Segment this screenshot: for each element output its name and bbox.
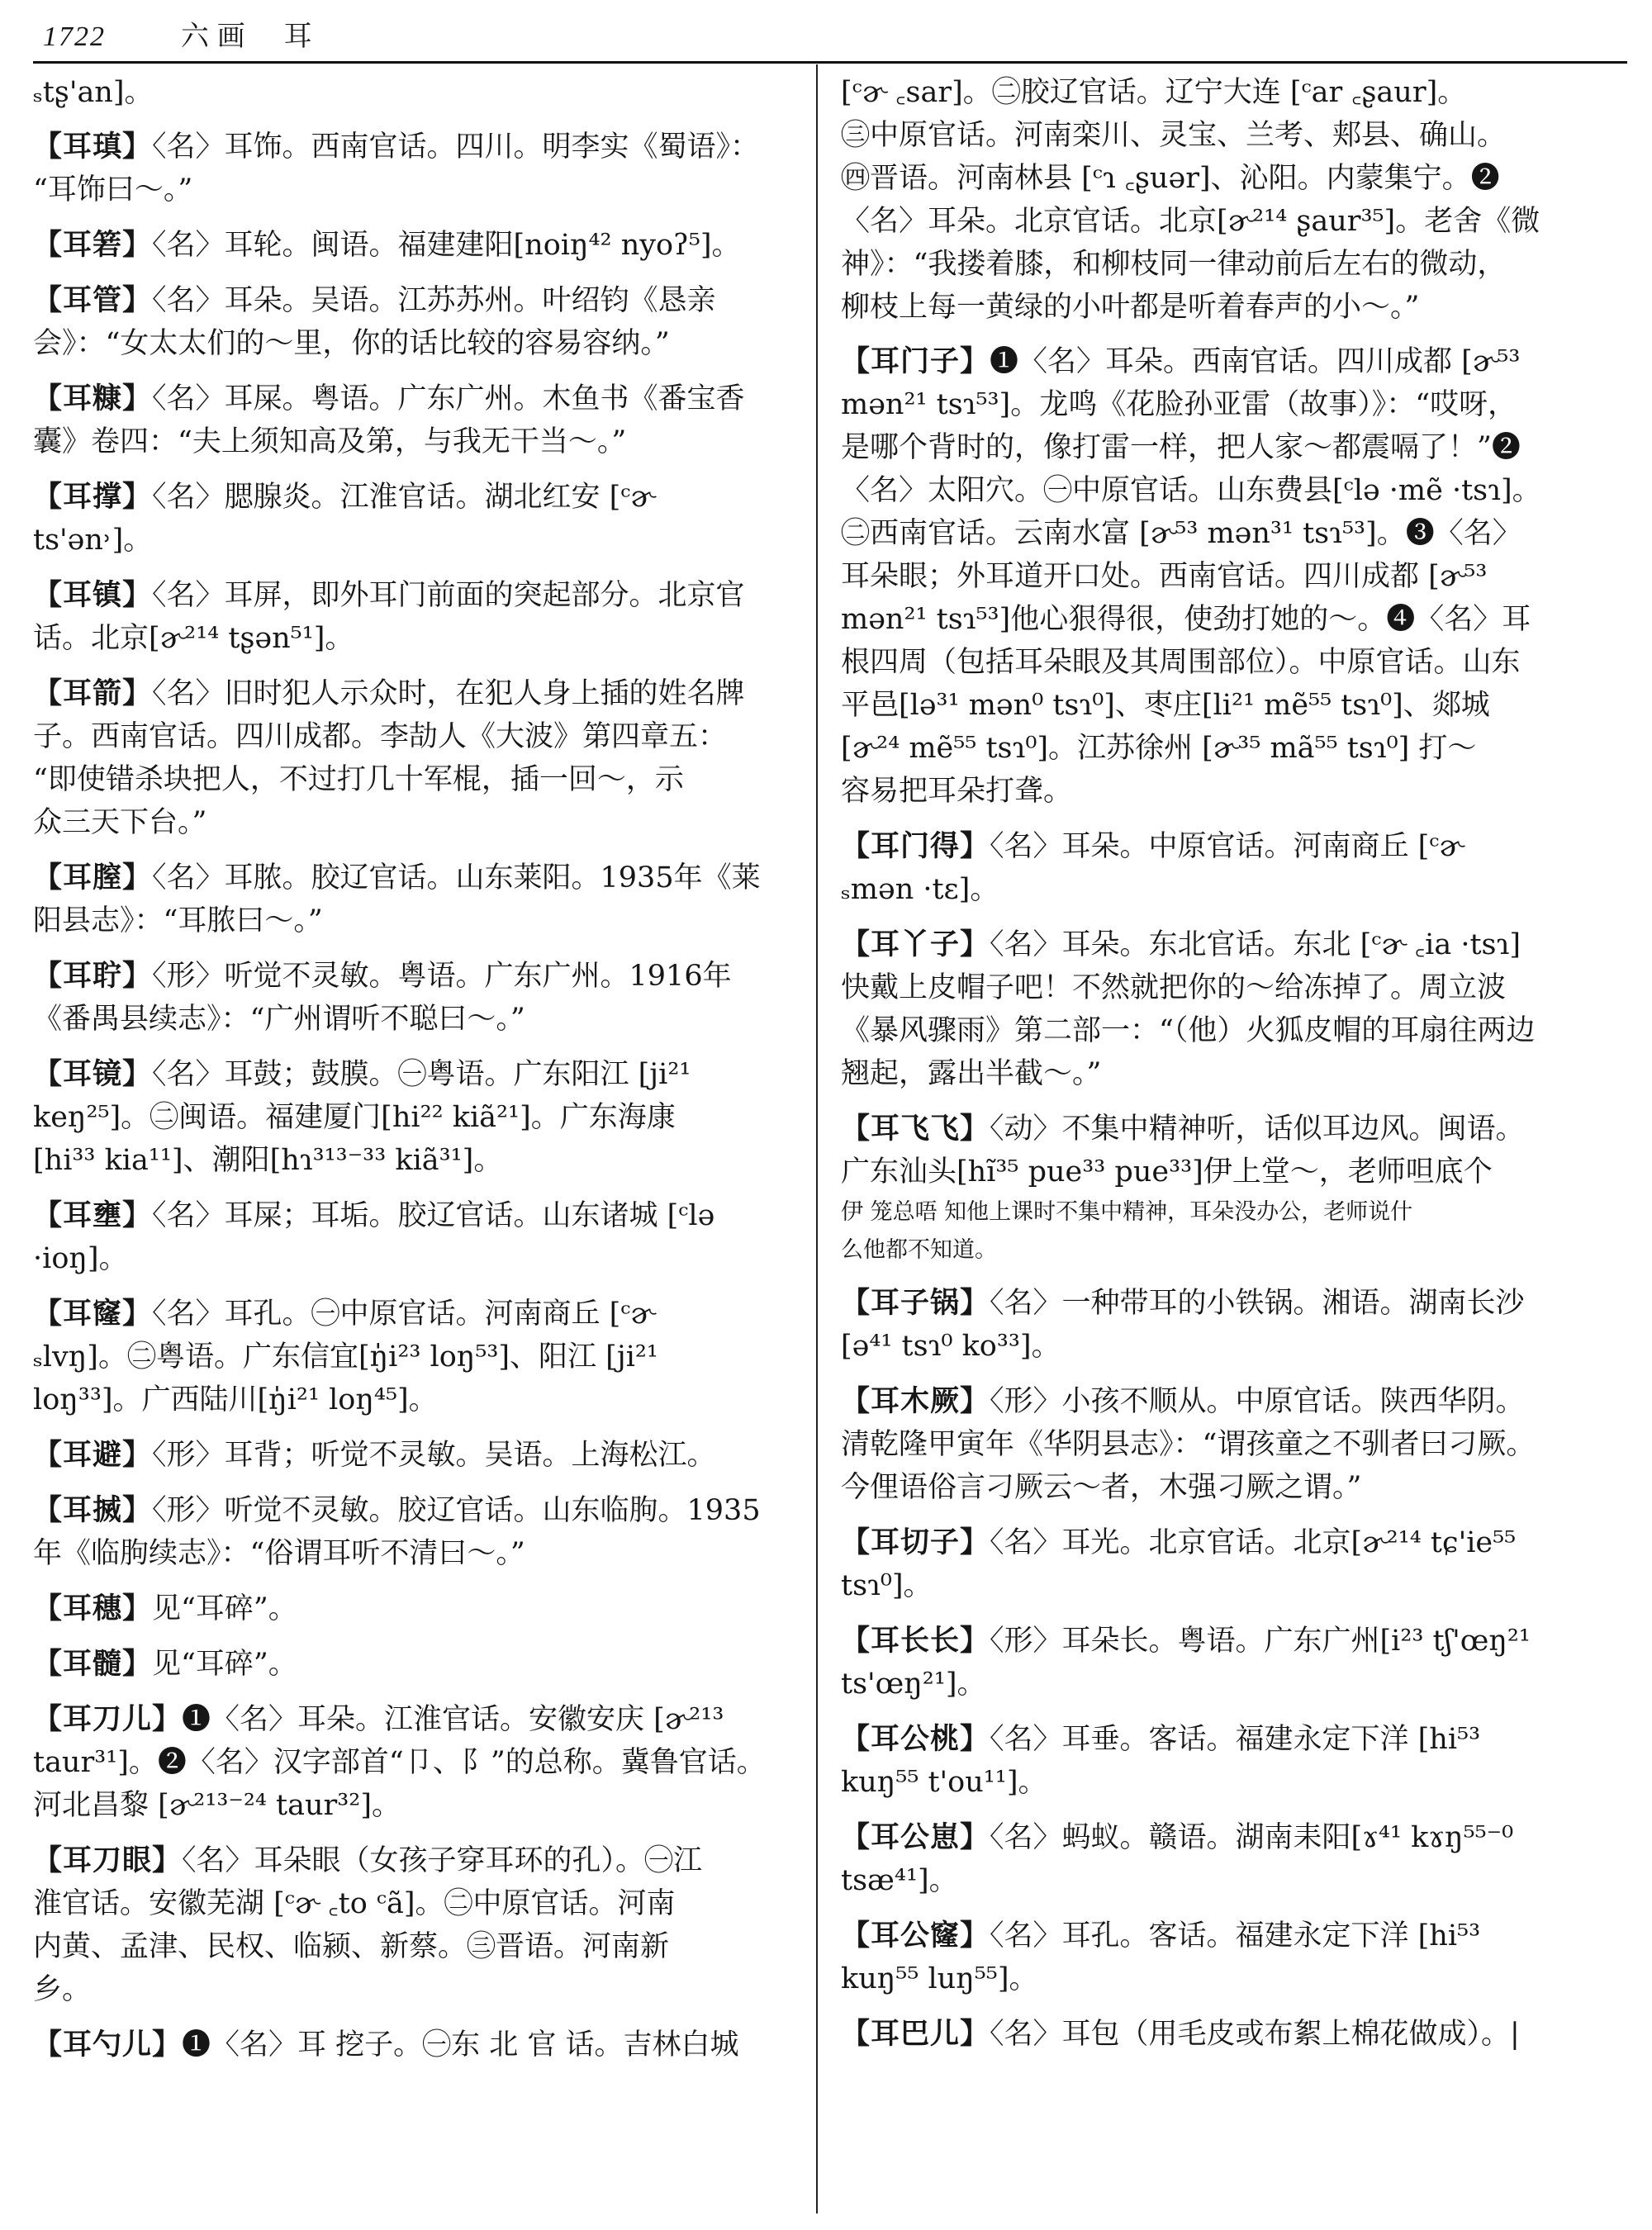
entry-text-line: 〈名〉耳屏，即外耳门前面的突起部分。北京官	[152, 579, 745, 612]
entry-headword: 【耳聍】	[33, 959, 153, 993]
entry-text-line: [ə⁴¹ tsɿ⁰ ko³³]。	[841, 1330, 1061, 1363]
entry-text-line: 容易把耳朵打聋。	[841, 775, 1073, 808]
entry-headword: 【耳切子】	[841, 1525, 990, 1559]
entry-text-line: 今俚语俗言刁厥云～者，木强刁厥之谓。”	[841, 1471, 1362, 1504]
entry-headword: 【耳膣】	[33, 861, 153, 894]
entry-text-line: loŋ³³]。广西陆川[ŋ̍i²¹ loŋ⁴⁵]。	[33, 1383, 438, 1416]
entry-text-line: 清乾隆甲寅年《华阴县志》：“谓孩童之不驯者曰刁厥。	[841, 1428, 1536, 1461]
entry-text-line: 会》：“女太太们的～里，你的话比较的容易容纳。”	[33, 327, 670, 360]
entry-text-line: 〈形〉听觉不灵敏。胶辽官话。山东临朐。1935	[152, 1494, 761, 1527]
dictionary-entry	[841, 1282, 1617, 1368]
entry-text-line: “耳饰曰～。”	[33, 173, 193, 206]
continuation-text: ₛtʂ'an]。	[33, 76, 154, 109]
continuation-line: ㊂中原官话。河南栾川、灵宝、兰考、郏县、确山。	[841, 119, 1507, 152]
dictionary-entry	[841, 923, 1617, 1095]
left-column	[33, 71, 785, 2079]
entry-text-line: 广东汕头[hĩ³⁵ pue³³ pue³³]伊上堂～，老师呾底个	[841, 1155, 1493, 1189]
dictionary-entry	[33, 2024, 785, 2066]
dictionary-entry	[33, 1698, 785, 1827]
entry-text-line: 众三天下台。”	[33, 806, 207, 839]
continuation-line: [ᶜɚ ꜀sar]。㊁胶辽官话。辽宁大连 [ᶜar ꜀ʂaur]。	[841, 76, 1467, 109]
entry-headword: 【耳公桃】	[841, 1722, 990, 1756]
entry-text-line: 〈名〉耳屎；耳垢。胶辽官话。山东诸城 [ᶜlə	[152, 1199, 715, 1232]
dictionary-entry	[841, 825, 1617, 911]
entry-headword: 【耳搣】	[33, 1493, 153, 1527]
dictionary-entry	[33, 224, 785, 267]
entry-text-line: 〈名〉耳朵。东北官话。东北 [ᶜɚ ꜀ia ·tsɿ]	[990, 928, 1521, 961]
entry-text-line: 〈名〉耳孔。客话。福建永定下洋 [hi⁵³	[990, 1919, 1481, 1952]
entry-headword: 【耳穗】	[33, 1592, 153, 1625]
dictionary-entry	[841, 1718, 1617, 1804]
entry-text-line: [hi³³ kia¹¹]、潮阳[hɿ³¹³⁻³³ kiã³¹]。	[33, 1144, 503, 1177]
entry-headword: 【耳镜】	[33, 1057, 153, 1091]
entry-headword: 【耳刀儿】	[33, 1702, 183, 1736]
entry-headword: 【耳门子】	[841, 344, 990, 378]
entry-text-line: 〈形〉耳朵长。粤语。广东广州[i²³ tʃ'œŋ²¹	[990, 1625, 1531, 1658]
entry-text-line: kuŋ⁵⁵ luŋ⁵⁵]。	[841, 1962, 1038, 1995]
continuation-line: 〈名〉耳朵。北京官话。北京[ɚ²¹⁴ ʂaur³⁵]。老舍《微	[841, 205, 1540, 238]
entry-text-line: tsæ⁴¹]。	[841, 1864, 958, 1897]
dictionary-entry	[33, 377, 785, 463]
entry-text-line: keŋ²⁵]。㊁闽语。福建厦门[hi²² kiã²¹]。广东海康	[33, 1101, 676, 1134]
entry-text-line: 耳朵眼；外耳道开口处。西南官话。四川成都 [ɚ⁵³	[841, 560, 1488, 593]
dictionary-entry	[33, 476, 785, 562]
entry-text-line: 〈名〉耳轮。闽语。福建建阳[noiŋ⁴² nyoʔ⁵]。	[152, 229, 741, 262]
section-label: 六画	[180, 20, 254, 53]
dictionary-entry	[841, 1108, 1617, 1269]
dictionary-entry	[33, 1489, 785, 1575]
entry-text-line: kuŋ⁵⁵ t'ou¹¹]。	[841, 1766, 1047, 1799]
entry-text-line: “即使错杀块把人，不过打几十军棍，插一回～，示	[33, 763, 684, 796]
entry-text-line: 〈动〉不集中精神听，话似耳边风。闽语。	[990, 1113, 1525, 1146]
entry-text-line: 〈名〉耳朵。中原官话。河南商丘 [ᶜɚ	[990, 830, 1464, 863]
entry-text-line: 〈名〉蚂蚁。赣语。湖南耒阳[ɤ⁴¹ kɤŋ⁵⁵⁻⁰	[990, 1821, 1514, 1854]
entry-text-line: 子。西南官话。四川成都。李劼人《大波》第四章五：	[33, 720, 728, 753]
entry-headword: 【耳门得】	[841, 829, 990, 863]
column-divider	[816, 64, 818, 2213]
entry-text-line: ts'ən˒]。	[33, 524, 153, 557]
entry-headword: 【耳管】	[33, 283, 153, 317]
dictionary-entry	[33, 1293, 785, 1421]
entry-text-line: 〈名〉耳朵眼（女孩子穿耳环的孔）。㊀江	[182, 1844, 703, 1877]
entry-text-line: 〈名〉耳屎。粤语。广东广州。木鱼书《番宝香	[152, 382, 745, 415]
entry-headword: 【耳长长】	[841, 1624, 990, 1658]
dictionary-entry	[33, 856, 785, 942]
entry-text-line: 快戴上皮帽子吧！不然就把你的～给冻掉了。周立波	[841, 971, 1507, 1004]
entry-headword: 【耳刀眼】	[33, 1843, 183, 1877]
entry-headword: 【耳箭】	[33, 676, 153, 710]
right-column	[841, 71, 1617, 2068]
dictionary-entry	[33, 1643, 785, 1686]
entry-text-line: 见“耳碎”。	[152, 1592, 297, 1625]
entry-headword: 【耳髓】	[33, 1647, 153, 1681]
entry-text-line: mən²¹ tsɿ⁵³]他心狠得很，使劲打她的～。❹〈名〉耳	[841, 603, 1531, 636]
entry-text-line: 〈名〉耳包（用毛皮或布絮上棉花做成）。|	[990, 2018, 1520, 2051]
entry-headword: 【耳公崽】	[841, 1820, 990, 1854]
entry-text-line: mən²¹ tsɿ⁵³]。龙鸣《花脸孙亚雷（故事）》：“哎呀，	[841, 388, 1517, 421]
entry-text-line: ₛlvŋ]。㊁粤语。广东信宜[ŋ̍i²³ loŋ⁵³]、阳江 [ji²¹	[33, 1340, 658, 1374]
entry-text-line: 〈名〉太阳穴。㊀中原官话。山东费县[ᶜlə ·mẽ ·tsɿ]。	[841, 474, 1541, 507]
dictionary-entry	[33, 1587, 785, 1630]
entry-text-line: 〈形〉听觉不灵敏。粤语。广东广州。1916年	[152, 960, 732, 993]
entry-text-line: ㊁西南官话。云南水富 [ɚ⁵³ mən³¹ tsɿ⁵³]。❸〈名〉	[841, 517, 1521, 550]
entry-headword: 【耳飞飞】	[841, 1112, 990, 1146]
entry-text-line: ❶〈名〉耳 挖子。㊀东 北 官 话。吉林白城	[182, 2028, 739, 2062]
dictionary-entry	[841, 1914, 1617, 2000]
entry-text-line: 〈名〉耳孔。㊀中原官话。河南商丘 [ᶜɚ	[152, 1298, 655, 1331]
header-rule	[33, 61, 1627, 64]
entry-text-line: 乡。	[33, 1973, 92, 2006]
entry-headword: 【耳撑】	[33, 480, 153, 514]
continuation-block	[841, 71, 1617, 329]
dictionary-entry	[841, 1521, 1617, 1607]
entry-text-line: 根四周（包括耳朵眼及其周围部位）。中原官话。山东	[841, 646, 1521, 679]
dictionary-entry	[33, 1434, 785, 1477]
entry-text-line: [ɚ²⁴ mẽ⁵⁵ tsɿ⁰]。江苏徐州 [ɚ³⁵ mã⁵⁵ tsɿ⁰] 打～	[841, 732, 1477, 765]
entry-text-line: 〈形〉耳背；听觉不灵敏。吴语。上海松江。	[152, 1439, 716, 1472]
entry-text-line: ts'œŋ²¹]。	[841, 1668, 986, 1701]
dictionary-entry	[33, 1194, 785, 1280]
dictionary-entry	[841, 1620, 1617, 1706]
entry-headword: 【耳木厥】	[841, 1384, 990, 1418]
entry-headword: 【耳镇】	[33, 578, 153, 612]
dictionary-entry	[33, 126, 785, 211]
page-header	[43, 13, 312, 59]
entry-text-line: 淮官话。安徽芜湖 [ᶜɚ ꜀to ᶜã]。㊁中原官话。河南	[33, 1887, 676, 1920]
entry-headword: 【耳窿】	[33, 1297, 153, 1331]
entry-text-line: 〈名〉耳饰。西南官话。四川。明李实《蜀语》：	[152, 130, 760, 164]
dictionary-entry	[33, 279, 785, 365]
dictionary-entry	[841, 1380, 1617, 1509]
entry-headword: 【耳丫子】	[841, 928, 990, 961]
entry-text-line: 〈名〉旧时犯人示众时，在犯人身上插的姓名牌	[152, 677, 745, 710]
entry-text-line: 翘起，露出半截～。”	[841, 1057, 1102, 1090]
page-number: 1722	[43, 21, 106, 52]
dictionary-entry	[841, 340, 1617, 813]
entry-text-line: taur³¹]。❷〈名〉汉字部首“卩、阝”的总称。冀鲁官话。	[33, 1746, 766, 1779]
continuation-line: ㊃晋语。河南林县 [ᶜɿ ꜀ʂuər]、沁阳。内蒙集宁。❷	[841, 162, 1500, 195]
entry-text-line: 〈名〉耳垂。客话。福建永定下洋 [hi⁵³	[990, 1723, 1481, 1756]
entry-text-line: 《番禺县续志》：“广州谓听不聪曰～。”	[33, 1003, 525, 1036]
entry-text-line: 《暴风骤雨》第二部一：“（他）火狐皮帽的耳扇往两边	[841, 1014, 1536, 1047]
entry-text-line: 话。北京[ɚ²¹⁴ tʂən⁵¹]。	[33, 622, 354, 655]
entry-headword: 【耳巴儿】	[841, 2017, 990, 2051]
entry-text-line: ❶〈名〉耳朵。西南官话。四川成都 [ɚ⁵³	[990, 345, 1521, 378]
entry-text-line: ❶〈名〉耳朵。江淮官话。安徽安庆 [ɚ²¹³	[182, 1703, 724, 1736]
radical-character: 耳	[283, 20, 312, 53]
continuation-line: 神》：“我搂着膝，和柳枝同一律动前后左右的微动，	[841, 248, 1507, 281]
entry-text-line: ·ioŋ]。	[33, 1242, 128, 1275]
entry-text-line: 〈名〉耳朵。吴语。江苏苏州。叶绍钧《恳亲	[152, 284, 716, 317]
dictionary-entry	[33, 1053, 785, 1182]
entry-headword: 【耳公窿】	[841, 1919, 990, 1952]
entry-text-line: 〈形〉小孩不顺从。中原官话。陕西华阴。	[990, 1385, 1525, 1418]
entry-text-line: 囊》卷四：“夫上须知高及第，与我无干当～。”	[33, 425, 627, 458]
entry-text-line: 见“耳碎”。	[152, 1648, 297, 1681]
entry-headword: 【耳勺儿】	[33, 2028, 183, 2062]
entry-text-line: tsɿ⁰]。	[841, 1569, 933, 1602]
entry-text-line: 〈名〉耳鼓；鼓膜。㊀粤语。广东阳江 [ji²¹	[152, 1058, 691, 1091]
dictionary-entry	[33, 672, 785, 844]
entry-gloss-line: 伊 笼总唔 知他上课时不集中精神，耳朵没办公，老师说什	[841, 1199, 1413, 1225]
entry-text-line: 内黄、孟津、民权、临颍、新蔡。㊂晋语。河南新	[33, 1930, 670, 1963]
entry-text-line: 阳县志》：“耳脓曰～。”	[33, 904, 323, 937]
dictionary-entry	[841, 1816, 1617, 1902]
dictionary-entry	[33, 955, 785, 1041]
dictionary-entry	[33, 574, 785, 660]
entry-gloss-line: 么他都不知道。	[841, 1237, 997, 1263]
entry-text-line: 河北昌黎 [ɚ²¹³⁻²⁴ taur³²]。	[33, 1789, 401, 1822]
dictionary-entry	[33, 1839, 785, 2011]
entry-headword: 【耳子锅】	[841, 1286, 990, 1320]
entry-text-line: 〈名〉耳脓。胶辽官话。山东莱阳。1935年《莱	[152, 861, 761, 894]
entry-headword: 【耳避】	[33, 1438, 153, 1472]
entry-headword: 【耳瑱】	[33, 130, 153, 164]
entry-text-line: 〈名〉一种带耳的小铁锅。湘语。湖南长沙	[990, 1287, 1525, 1320]
entry-text-line: 是哪个背时的，像打雷一样，把人家～都震嗝了！”❷	[841, 431, 1521, 464]
continuation-line: 柳枝上每一黄绿的小叶都是听着春声的小～。”	[841, 291, 1420, 324]
entry-text-line: 年《临朐续志》：“俗谓耳听不清曰～。”	[33, 1537, 525, 1570]
entry-headword: 【耳壅】	[33, 1198, 153, 1232]
entry-text-line: 平邑[lə³¹ mən⁰ tsɿ⁰]、枣庄[li²¹ mẽ⁵⁵ tsɿ⁰]、郯城	[841, 689, 1490, 722]
entry-text-line: ₛmən ·tɛ]。	[841, 873, 999, 906]
dictionary-entry	[841, 2013, 1617, 2056]
entry-text-line: 〈名〉腮腺炎。江淮官话。湖北红安 [ᶜɚ	[152, 481, 655, 514]
entry-headword: 【耳糠】	[33, 382, 153, 415]
entry-headword: 【耳箬】	[33, 228, 153, 262]
entry-text-line: 〈名〉耳光。北京官话。北京[ɚ²¹⁴ tɕ'ie⁵⁵	[990, 1526, 1517, 1559]
